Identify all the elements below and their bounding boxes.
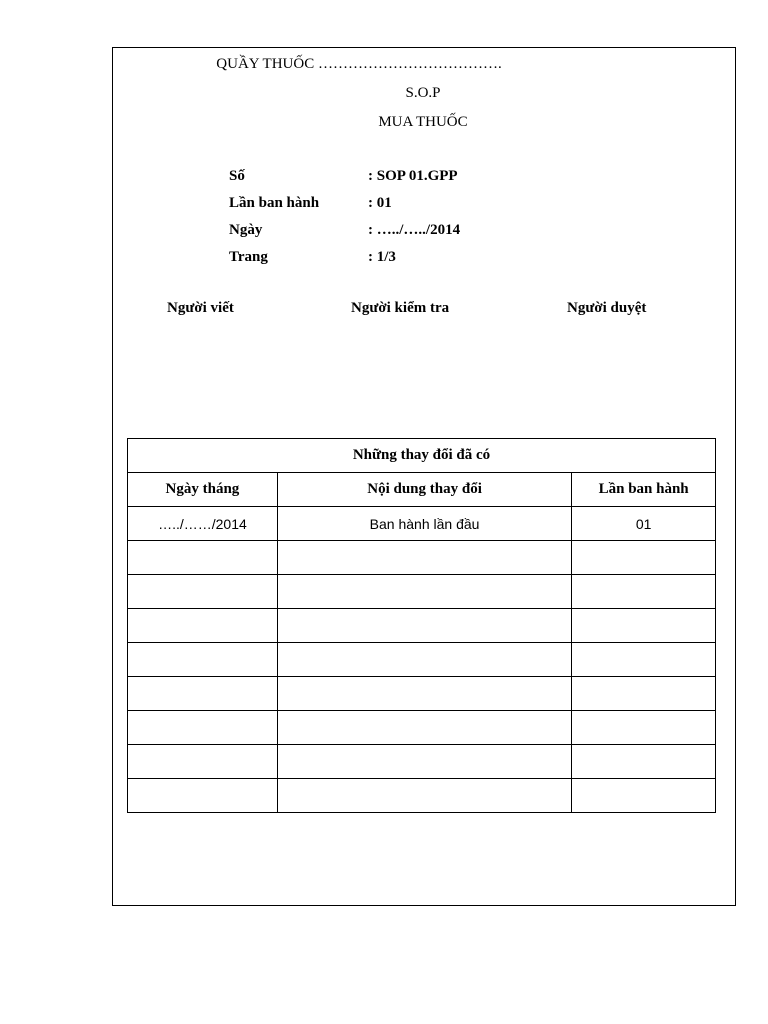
signature-checker: Người kiểm tra [351,300,450,316]
cell-content: Ban hành lần đầu [277,507,571,541]
cell-date [128,677,278,711]
cell-content [277,541,571,575]
cell-content [277,609,571,643]
cell-issue [572,541,716,575]
cell-content [277,779,571,813]
cell-content [277,677,571,711]
header-date: Ngày tháng [128,473,278,507]
cell-issue [572,575,716,609]
table-row [128,745,716,779]
cell-date: …../……/2014 [128,507,278,541]
table-header-row [128,473,716,507]
meta-row-date [229,222,460,239]
cell-content [277,745,571,779]
table-row [128,575,716,609]
table-row [128,609,716,643]
cell-issue [572,677,716,711]
meta-row-page [229,249,396,266]
meta-value: : …../…../2014 [368,222,461,238]
meta-value: : SOP 01.GPP [368,168,458,184]
cell-date [128,609,278,643]
table-row [128,507,716,541]
table-row [128,643,716,677]
cell-issue: 01 [572,507,716,541]
meta-label: Số [229,168,245,184]
cell-date [128,541,278,575]
table-caption: Những thay đổi đã có [128,439,716,473]
meta-label: Lần ban hành [229,195,320,211]
meta-row-issue [229,195,392,212]
header-content: Nội dung thay đổi [277,473,571,507]
meta-value: : 1/3 [368,249,396,265]
table-row [128,541,716,575]
meta-label: Ngày [229,222,263,238]
cell-date [128,575,278,609]
cell-content [277,643,571,677]
cell-date [128,779,278,813]
sop-label: S.O.P [405,85,441,101]
meta-value: : 01 [368,195,392,211]
cell-date [128,643,278,677]
table-row [128,711,716,745]
sop-subject: MUA THUỐC [378,114,468,130]
cell-issue [572,711,716,745]
document-frame [112,47,736,906]
table-row [128,779,716,813]
cell-issue [572,745,716,779]
signature-writer: Người viết [167,300,234,316]
cell-date [128,745,278,779]
cell-issue [572,643,716,677]
changes-table [127,438,716,813]
pharmacy-title: QUẦY THUỐC ………………………………. [216,56,502,72]
cell-content [277,711,571,745]
cell-content [277,575,571,609]
signature-approver: Người duyệt [567,300,647,316]
cell-issue [572,609,716,643]
table-row [128,677,716,711]
table-caption-row [128,439,716,473]
cell-issue [572,779,716,813]
cell-date [128,711,278,745]
meta-row-number [229,168,458,185]
header-issue: Lần ban hành [572,473,716,507]
meta-label: Trang [229,249,268,265]
